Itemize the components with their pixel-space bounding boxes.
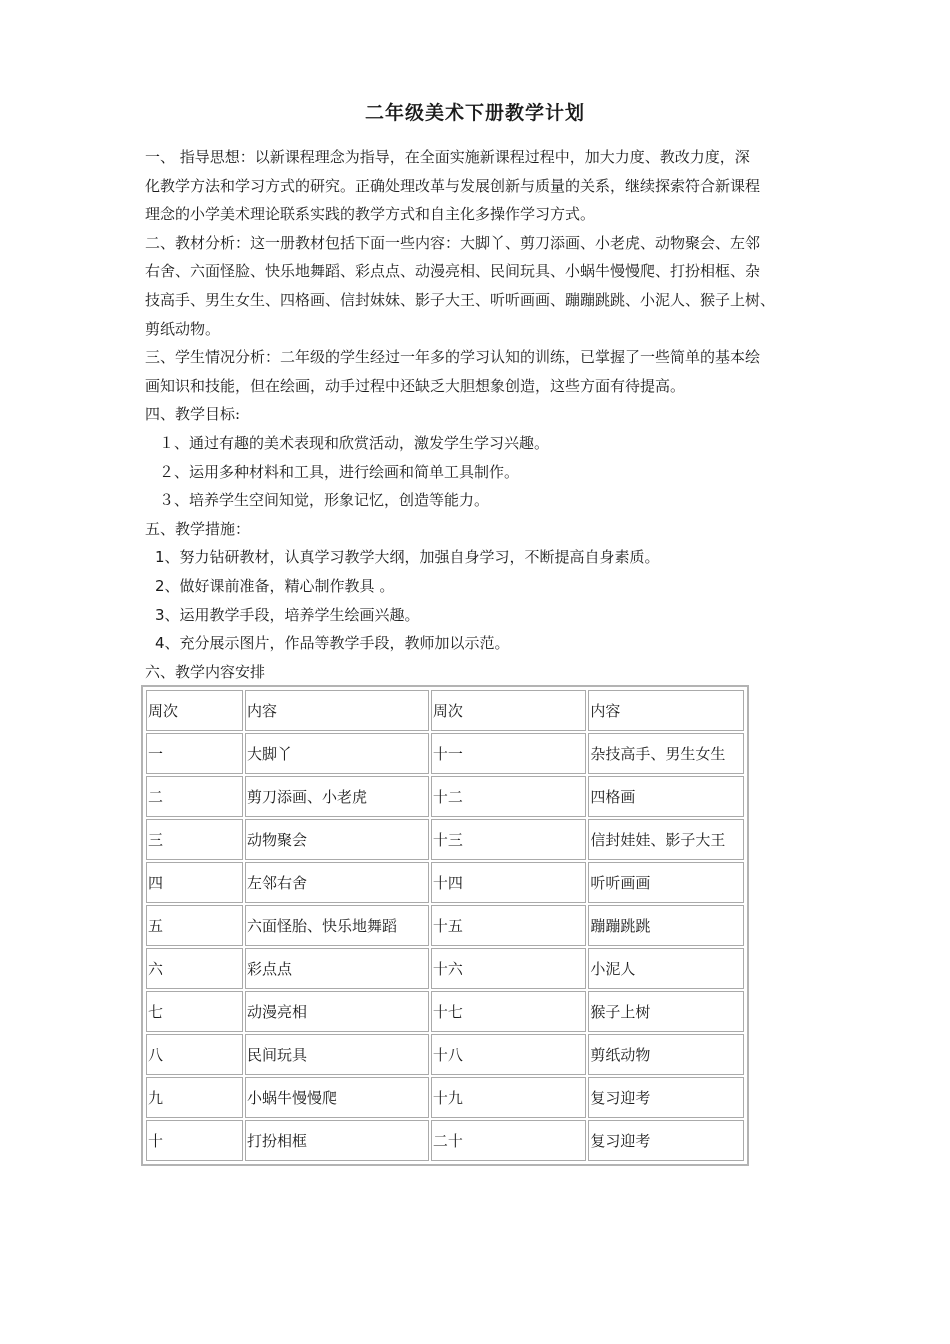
week-cell: 二 [146,776,243,817]
week-cell: 二十 [431,1120,587,1161]
document-body [145,143,845,686]
materials-line: 剪纸动物。 [145,319,221,338]
week-cell: 十七 [431,991,587,1032]
week-cell: 十八 [431,1034,587,1075]
content-cell: 四格画 [588,776,744,817]
students-line: 三、学生情况分析：二年级的学生经过一年多的学习认知的训练，已掌握了一些简单的基本绘 [145,348,761,367]
goal-item: ３、培养学生空间知觉，形象记忆，创造等能力。 [159,491,490,510]
content-cell: 听听画画 [588,862,744,903]
table-row [146,819,744,860]
guiding-line: 理念的小学美术理论联系实践的教学方式和自主化多操作学习方式。 [145,205,596,224]
content-cell: 大脚丫 [245,733,429,774]
goal-item: １、通过有趣的美术表现和欣赏活动，激发学生学习兴趣。 [159,433,550,452]
week-cell: 十四 [431,862,587,903]
week-cell: 四 [146,862,243,903]
week-cell: 六 [146,948,243,989]
table-row [146,1120,744,1161]
measure-text: 、运用教学手段，培养学生绘画兴趣。 [164,605,420,624]
guiding-line: 化教学方法和学习方式的研究。正确处理改革与发展创新与质量的关系，继续探索符合新课程 [145,176,761,195]
week-cell: 九 [146,1077,243,1118]
measure-number: 1 [155,548,165,567]
materials-line: 技高手、男生女生、四格画、信封妹妹、影子大王、听听画画、蹦蹦跳跳、小泥人、猴子上树、 [145,290,776,309]
schedule-table [141,685,749,1166]
table-row [146,862,744,903]
week-cell: 十一 [431,733,587,774]
week-cell: 五 [146,905,243,946]
measure-item [145,601,845,630]
week-cell: 十 [146,1120,243,1161]
table-header-row [146,690,744,731]
header-week: 周次 [431,690,587,731]
content-cell: 复习迎考 [588,1077,744,1118]
week-cell: 三 [146,819,243,860]
content-cell: 六面怪胎、快乐地舞蹈 [245,905,429,946]
measure-text: 、努力钻研教材，认真学习教学大纲，加强自身学习，不断提高自身素质。 [164,548,660,567]
measures-heading: 五、教学措施： [145,519,251,538]
guiding-line: 一、 指导思想：以新课程理念为指导，在全面实施新课程过程中，加大力度、教改力度，深 [145,148,750,166]
week-cell: 十五 [431,905,587,946]
content-cell: 小蜗牛慢慢爬 [245,1077,429,1118]
content-cell: 左邻右舍 [245,862,429,903]
measure-number: 2 [155,576,165,595]
content-cell: 蹦蹦跳跳 [588,905,744,946]
header-content: 内容 [588,690,744,731]
measure-text: 、做好课前准备，精心制作教具 。 [164,576,395,595]
header-content: 内容 [245,690,429,731]
week-cell: 七 [146,991,243,1032]
measure-item [145,543,845,572]
week-cell: 一 [146,733,243,774]
content-cell: 猴子上树 [588,991,744,1032]
content-cell: 彩点点 [245,948,429,989]
table-row [146,991,744,1032]
page-title: 二年级美术下册教学计划 [364,102,585,124]
table-row [146,1077,744,1118]
content-cell: 信封娃娃、影子大王 [588,819,744,860]
measure-item [145,572,845,601]
goals-heading: 四、教学目标: [145,405,241,424]
content-cell: 剪纸动物 [588,1034,744,1075]
table-row [146,1034,744,1075]
measure-number: 4 [155,634,165,653]
table-row [146,776,744,817]
table-row [146,733,744,774]
header-week: 周次 [146,690,243,731]
content-cell: 剪刀添画、小老虎 [245,776,429,817]
content-cell: 小泥人 [588,948,744,989]
content-cell: 复习迎考 [588,1120,744,1161]
week-cell: 八 [146,1034,243,1075]
table-row [146,905,744,946]
goal-item: ２、运用多种材料和工具，进行绘画和简单工具制作。 [159,462,520,481]
table-row [146,948,744,989]
content-cell: 动物聚会 [245,819,429,860]
content-cell: 杂技高手、男生女生 [588,733,744,774]
materials-line: 右舍、六面怪脸、快乐地舞蹈、彩点点、动漫亮相、民间玩具、小蜗牛慢慢爬、打扮相框、杂 [145,262,761,281]
week-cell: 十三 [431,819,587,860]
materials-line: 二、教材分析：这一册教材包括下面一些内容：大脚丫、剪刀添画、小老虎、动物聚会、左邻 [145,233,761,252]
content-cell: 打扮相框 [245,1120,429,1161]
week-cell: 十二 [431,776,587,817]
content-cell: 民间玩具 [245,1034,429,1075]
measure-number: 3 [155,605,165,624]
schedule-heading: 六、教学内容安排 [145,662,266,681]
week-cell: 十六 [431,948,587,989]
schedule-table-body [146,690,744,1161]
content-cell: 动漫亮相 [245,991,429,1032]
measure-text: 、充分展示图片，作品等教学手段，教师加以示范。 [164,634,510,653]
measure-item [145,629,845,658]
students-line: 画知识和技能，但在绘画，动手过程中还缺乏大胆想象创造，这些方面有待提高。 [145,376,686,395]
week-cell: 十九 [431,1077,587,1118]
